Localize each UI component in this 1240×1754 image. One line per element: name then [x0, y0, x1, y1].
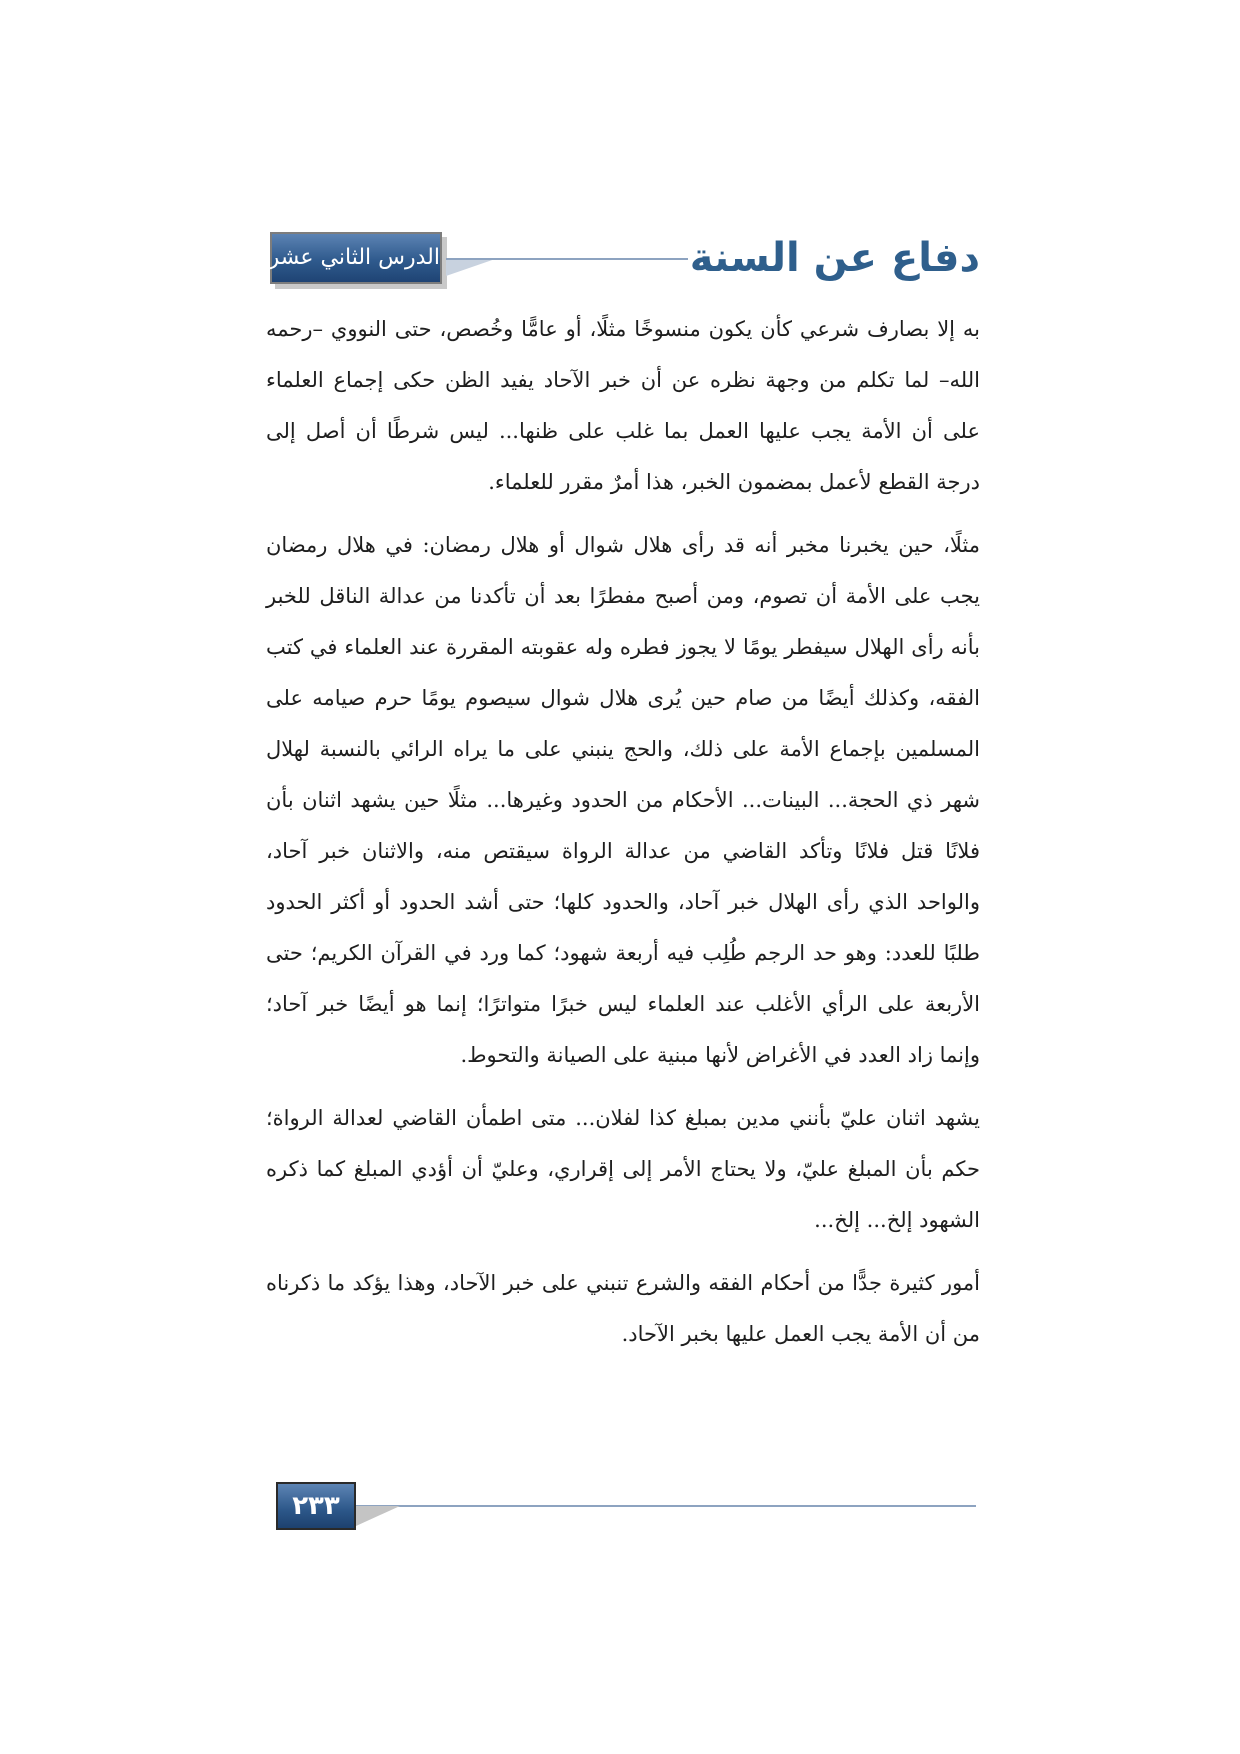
- header-rule: [446, 258, 688, 260]
- paragraph: يشهد اثنان عليّ بأنني مدين بمبلغ كذا لفلان... متى اطمأن القاضي لعدالة الرواة؛ حكم بأن المبلغ عليّ، ولا يحتاج الأمر إلى إقراري، وعليّ أن أؤدي المبلغ كما ذكره الشهود إلخ... إلخ...: [266, 1106, 980, 1232]
- paragraph: أمور كثيرة جدًّا من أحكام الفقه والشرع تنبني على خبر الآحاد، وهذا يؤكد ما ذكرناه من أن الأمة يجب العمل عليها بخبر الآحاد.: [266, 1271, 980, 1346]
- header-wedge-decoration: [446, 258, 498, 276]
- chapter-label: الدرس الثاني عشر: [268, 245, 440, 270]
- footer-rule: [356, 1505, 976, 1507]
- chapter-label-box: [270, 232, 442, 284]
- body-text: [266, 304, 980, 1372]
- footer-wedge-decoration: [356, 1506, 400, 1526]
- page-footer: [276, 1482, 976, 1538]
- paragraph: مثلًا، حين يخبرنا مخبر أنه قد رأى هلال شوال أو هلال رمضان: في هلال رمضان يجب على الأمة أن تصوم، ومن أصبح مفطرًا بعد أن تأكدنا من عدالة الناقل للخبر بأنه رأى الهلال سيفطر يومًا لا يجوز فطره وله عقوبته المقررة عند العلماء في كتب الفقه، وكذلك أيضًا من صام حين يُرى هلال شوال سيصوم يومًا حرم صيامه على المسلمين بإجماع الأمة على ذلك، والحج ينبني على ما يراه الرائي بالنسبة لهلال شهر ذي الحجة... البينات... الأحكام من الحدود وغيرها... مثلًا حين يشهد اثنان بأن فلانًا قتل فلانًا وتأكد القاضي من عدالة الرواة سيقتص منه، والاثنان خبر آحاد، والواحد الذي رأى الهلال خبر آحاد، والحدود كلها؛ حتى أشد الحدود أو أكثر الحدود طلبًا للعدد: وهو حد الرجم طُلِب فيه أربعة شهود؛ كما ورد في القرآن الكريم؛ حتى الأربعة على الرأي الأغلب عند العلماء ليس خبرًا متواترًا؛ إنما هو أيضًا خبر آحاد؛ وإنما زاد العدد في الأغراض لأنها مبنية على الصيانة والتحوط.: [266, 533, 980, 1067]
- book-title: دفاع عن السنة: [689, 235, 980, 281]
- page-number-box: [276, 1482, 356, 1530]
- paragraph: به إلا بصارف شرعي كأن يكون منسوخًا مثلًا، أو عامًّا وخُصص، حتى النووي –رحمه الله– لما تكلم من وجهة نظره عن أن خبر الآحاد يفيد الظن حكى إجماع العلماء على أن الأمة يجب عليها العمل بما غلب على ظنها... ليس شرطًا أن أصل إلى درجة القطع لأعمل بمضمون الخبر، هذا أمرٌ مقرر للعلماء.: [266, 317, 980, 494]
- page-number: ٢٣٣: [292, 1491, 340, 1521]
- page-header: [270, 228, 980, 290]
